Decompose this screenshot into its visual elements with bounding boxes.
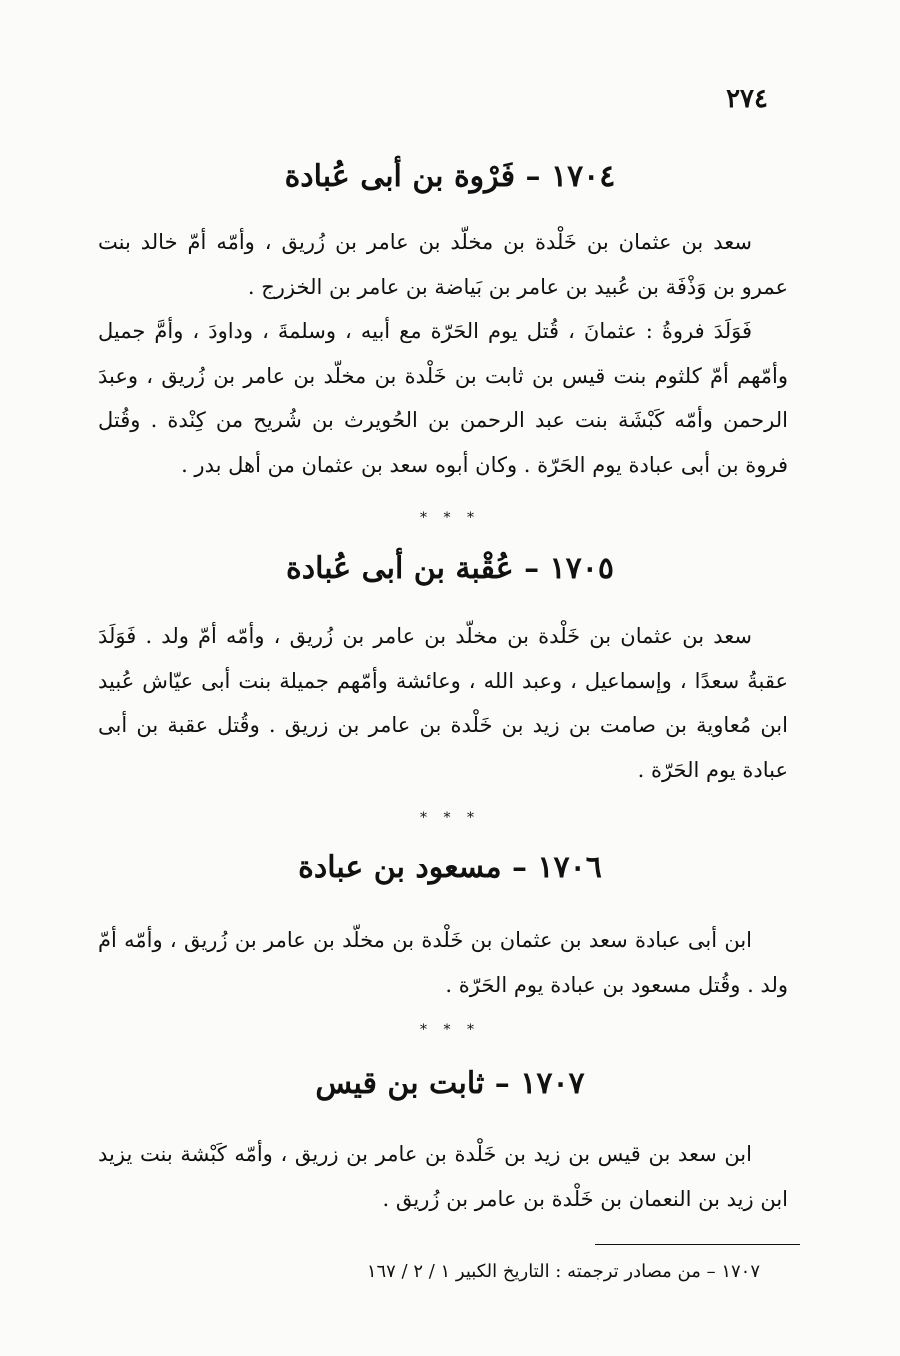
entry-title-1704: ١٧٠٤ – فَرْوة بن أبى عُبادة	[284, 159, 616, 194]
entry-paragraph: ابن سعد بن قيس بن زيد بن خَلْدة بن عامر بن زريق ، وأمّه كَبْشة بنت يزيد ابن زيد بن النعمان بن خَلْدة بن عامر بن زُريق .	[98, 1142, 788, 1211]
footnote: ١٧٠٧ – من مصادر ترجمته : التاريخ الكبير ١ / ٢ / ١٦٧	[366, 1261, 760, 1282]
entry-paragraph: فَوَلَدَ فروةُ : عثمانَ ، قُتل يوم الحَرّة مع أبيه ، وسلمةَ ، وداودَ ، وأمَّ جميل وأمّهم أمّ كلثوم بنت قيس بن ثابت بن خَلْدة بن مخلّد بن عامر بن زُريق ، وعبدَ الرحمن وأمّه كَبْشَة بنت عبد الرحمن بن الحُويرث بن شُريح من كِنْدة . وقُتل فروة بن أبى عبادة يوم الحَرّة . وكان أبوه سعد بن عثمان من أهل بدر .	[98, 319, 788, 477]
entry-title-1707: ١٧٠٧ – ثابت بن قيس	[315, 1066, 585, 1101]
entry-title-1705: ١٧٠٥ – عُقْبة بن أبى عُبادة	[286, 551, 614, 586]
entry-paragraph: ابن أبى عبادة سعد بن عثمان بن خَلْدة بن مخلّد بن عامر بن زُريق ، وأمّه أمّ ولد . وقُتل مسعود بن عبادة يوم الحَرّة .	[98, 928, 788, 997]
entry-body-1705	[98, 614, 788, 792]
page-number: ٢٧٤	[726, 84, 768, 114]
section-separator: * * *	[420, 1022, 480, 1038]
entry-paragraph: سعد بن عثمان بن خَلْدة بن مخلّد بن عامر بن زُريق ، وأمّه أمّ ولد . فَوَلَدَ عقبةُ سعدًا ، وإسماعيل ، وعبد الله ، وعائشة وأمّهم جميلة بنت أبى عيّاش عُبيد ابن مُعاوية بن صامت بن زيد بن خَلْدة بن عامر بن زريق . وقُتل عقبة بن أبى عبادة يوم الحَرّة .	[98, 624, 788, 782]
section-separator: * * *	[420, 510, 480, 526]
entry-body-1707	[98, 1132, 788, 1221]
section-separator: * * *	[420, 810, 480, 826]
entry-paragraph: سعد بن عثمان بن خَلْدة بن مخلّد بن عامر بن زُريق ، وأمّه أمّ خالد بنت عمرو بن وَذْفَة بن عُبيد بن عامر بن بَياضة بن عامر بن الخزرج .	[98, 230, 788, 299]
entry-body-1706	[98, 918, 788, 1007]
entry-body-1704	[98, 220, 788, 487]
entry-title-1706: ١٧٠٦ – مسعود بن عبادة	[298, 850, 602, 885]
footnote-rule	[595, 1244, 800, 1245]
